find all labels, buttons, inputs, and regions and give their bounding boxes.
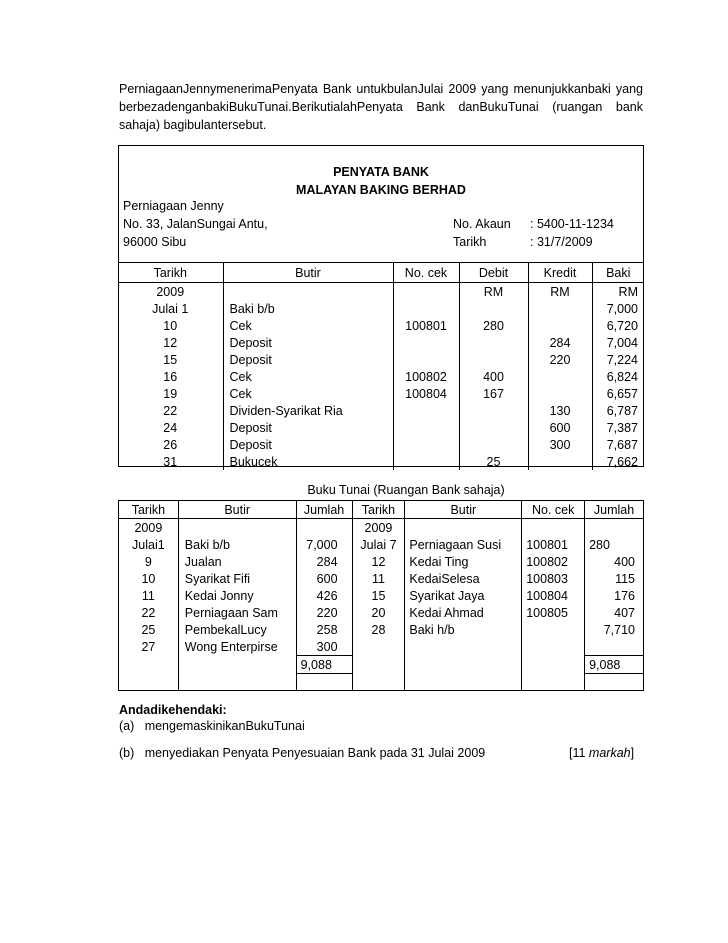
table-cell: 130 [528,402,592,419]
table-cell: Syarikat Jaya [405,587,522,604]
table-cell [459,351,528,368]
table-row [118,368,644,385]
table-cell: 258 [296,621,352,638]
table-cell: Deposit [223,351,393,368]
table-cell: 284 [296,553,352,570]
col-header: Butir [178,501,296,519]
customer-name: Perniagaan Jenny [123,199,224,213]
table-cell [393,283,459,301]
col-header: No. cek [393,263,459,283]
table-cell [393,300,459,317]
table-cell [585,638,644,656]
table-cell [352,656,405,674]
table-cell [393,436,459,453]
col-header: Jumlah [296,501,352,519]
table-cell: 27 [119,638,179,656]
cash-book-table [118,500,644,691]
table-cell: 220 [296,604,352,621]
cash-book-title: Buku Tunai (Ruangan Bank sahaja) [307,483,505,497]
table-cell [522,656,585,674]
table-cell: 400 [585,553,644,570]
table-cell: 7,224 [592,351,644,368]
table-cell [528,300,592,317]
table-cell: Deposit [223,334,393,351]
table-cell: PembekalLucy [178,621,296,638]
table-cell: Syarikat Fifi [178,570,296,587]
table-cell: RM [592,283,644,301]
table-cell [405,674,522,691]
table-cell: 300 [528,436,592,453]
table-cell: Kedai Ahmad [405,604,522,621]
table-cell: RM [459,283,528,301]
table-cell: 20 [352,604,405,621]
table-cell: 426 [296,587,352,604]
customer-address: No. 33, JalanSungai Antu, [123,217,268,231]
table-row [118,436,644,453]
table-cell [522,674,585,691]
table-cell [393,453,459,470]
table-cell: 12 [163,335,178,350]
table-row [118,351,644,368]
table-cell [585,674,644,691]
table-cell: 407 [585,604,644,621]
table-row [119,604,644,621]
col-header: Debit [459,263,528,283]
table-cell: 220 [528,351,592,368]
table-cell: 100802 [522,553,585,570]
table-cell: 10 [119,570,179,587]
table-cell: Cek [223,368,393,385]
table-row [118,453,644,470]
table-cell [178,519,296,537]
table-cell [393,419,459,436]
table-row [119,638,644,656]
table-cell: 11 [119,587,179,604]
marks-open: [11 [569,746,589,760]
table-cell: 100805 [522,604,585,621]
col-header: Tarikh [352,501,405,519]
bank-table-header [118,263,644,283]
table-cell: 115 [585,570,644,587]
table-cell: 9 [119,553,179,570]
table-cell: Deposit [223,419,393,436]
account-number: : 5400-11-1234 [530,217,614,231]
table-cell [405,519,522,537]
table-cell: 100801 [393,317,459,334]
table-row [119,621,644,638]
table-row [118,317,644,334]
table-cell: Kedai Ting [405,553,522,570]
bank-statement-table [118,262,644,470]
table-cell: Julai1 [119,536,179,553]
table-cell: Julai 1 [152,301,189,316]
table-cell [119,674,179,691]
bank-statement [118,145,644,467]
table-cell: 600 [296,570,352,587]
table-cell: Perniagaan Sam [178,604,296,621]
table-cell: 7,710 [585,621,644,638]
table-cell [178,674,296,691]
table-cell: 6,824 [592,368,644,385]
table-cell: 7,387 [592,419,644,436]
table-cell [522,519,585,537]
table-cell: 2009 [119,519,179,537]
table-cell: 28 [352,621,405,638]
table-cell: 2009 [352,519,405,537]
table-cell [223,283,393,301]
table-cell: 280 [585,536,644,553]
table-cell: 7,687 [592,436,644,453]
table-cell: Kedai Jonny [178,587,296,604]
col-header: Kredit [528,263,592,283]
intro-paragraph: PerniagaanJennymenerimaPenyata Bank untukbulanJulai 2009 yang menunjukkanbaki yang berbezadenganbakiBukuTunai.BerikutialahPenyata Bank danBukuTunai (ruangan bank sahaja) bagibulantersebut. [119,82,643,132]
col-header: Baki [592,263,644,283]
table-cell: 22 [119,604,179,621]
col-header: Jumlah [585,501,644,519]
table-cell: 100801 [522,536,585,553]
table-cell: 19 [163,386,178,401]
table-cell: 10 [163,318,178,333]
table-cell: 24 [163,420,178,435]
table-cell [119,656,179,674]
question-a: (a) mengemaskinikanBukuTunai [119,719,305,733]
table-cell [459,419,528,436]
table-cell: 15 [352,587,405,604]
customer-postcode: 96000 Sibu [123,235,187,249]
total-right: 9,088 [585,656,644,674]
table-row [118,419,644,436]
table-cell: 280 [459,317,528,334]
table-row [119,536,644,553]
table-cell: 100802 [393,368,459,385]
table-cell [459,300,528,317]
requirements-heading: Andadikehendaki: [119,703,227,717]
table-cell [393,334,459,351]
table-cell: 22 [163,403,178,418]
table-row [118,334,644,351]
table-cell: 25 [119,621,179,638]
table-cell [459,436,528,453]
table-cell [528,317,592,334]
total-left: 9,088 [296,656,352,674]
table-row [119,570,644,587]
table-cell: 7,000 [592,300,644,317]
table-cell: 31 [163,454,178,469]
table-cell: 2009 [156,284,185,299]
table-row [118,300,644,317]
table-cell [352,638,405,656]
table-cell: KedaiSelesa [405,570,522,587]
table-cell: Dividen-Syarikat Ria [223,402,393,419]
table-cell [393,402,459,419]
table-row [119,519,644,537]
table-cell: 26 [163,437,178,452]
table-cell: Baki b/b [223,300,393,317]
table-row [119,553,644,570]
table-row [118,402,644,419]
bank-name: MALAYAN BAKING BERHAD [296,183,466,197]
cash-table-header [119,501,644,519]
col-header: Butir [405,501,522,519]
account-label: No. Akaun [453,217,511,231]
table-cell: 284 [528,334,592,351]
table-cell: Perniagaan Susi [405,536,522,553]
col-header: No. cek [522,501,585,519]
table-cell: Jualan [178,553,296,570]
table-cell: 15 [163,352,178,367]
table-cell: 600 [528,419,592,436]
table-cell: 7,004 [592,334,644,351]
table-cell: 12 [352,553,405,570]
closing-row [119,674,644,691]
table-cell [393,351,459,368]
table-cell: 11 [352,570,405,587]
table-cell [522,621,585,638]
table-cell [522,638,585,656]
table-cell: Wong Enterpirse [178,638,296,656]
table-cell: Baki h/b [405,621,522,638]
table-cell: Cek [223,317,393,334]
table-cell: Julai 7 [352,536,405,553]
table-row [119,587,644,604]
table-cell: Cek [223,385,393,402]
table-cell: Bukucek [223,453,393,470]
marks-close: ] [630,746,635,760]
table-cell [459,334,528,351]
col-header: Tarikh [119,501,179,519]
table-cell: 176 [585,587,644,604]
question-b: (b) menyediakan Penyata Penyesuaian Bank pada 31 Julai 2009 [119,746,486,760]
table-cell [528,453,592,470]
table-cell: 400 [459,368,528,385]
table-cell: 6,787 [592,402,644,419]
table-row [118,385,644,402]
table-cell: RM [528,283,592,301]
table-cell: 25 [459,453,528,470]
table-cell [459,402,528,419]
table-cell: 16 [163,369,178,384]
table-cell [405,638,522,656]
table-cell: 6,720 [592,317,644,334]
col-header: Butir [223,263,393,283]
table-cell: 6,657 [592,385,644,402]
col-header: Tarikh [118,263,223,283]
statement-date: : 31/7/2009 [530,235,593,249]
table-cell: 300 [296,638,352,656]
table-cell: 100804 [393,385,459,402]
table-cell [296,519,352,537]
table-cell: 7,662 [592,453,644,470]
table-cell: 7,000 [296,536,352,553]
table-cell [405,656,522,674]
table-cell: 167 [459,385,528,402]
table-cell [585,519,644,537]
table-cell [528,385,592,402]
table-cell: 100804 [522,587,585,604]
date-label: Tarikh [453,235,487,249]
table-cell [178,656,296,674]
table-cell [352,674,405,691]
table-cell [528,368,592,385]
marks-word: markah [588,746,631,760]
table-cell [296,674,352,691]
bank-statement-title: PENYATA BANK [333,165,429,179]
total-row [119,656,644,674]
marks-label [569,746,634,760]
table-cell: Deposit [223,436,393,453]
table-cell: Baki b/b [178,536,296,553]
table-cell: 100803 [522,570,585,587]
table-row [118,283,644,301]
